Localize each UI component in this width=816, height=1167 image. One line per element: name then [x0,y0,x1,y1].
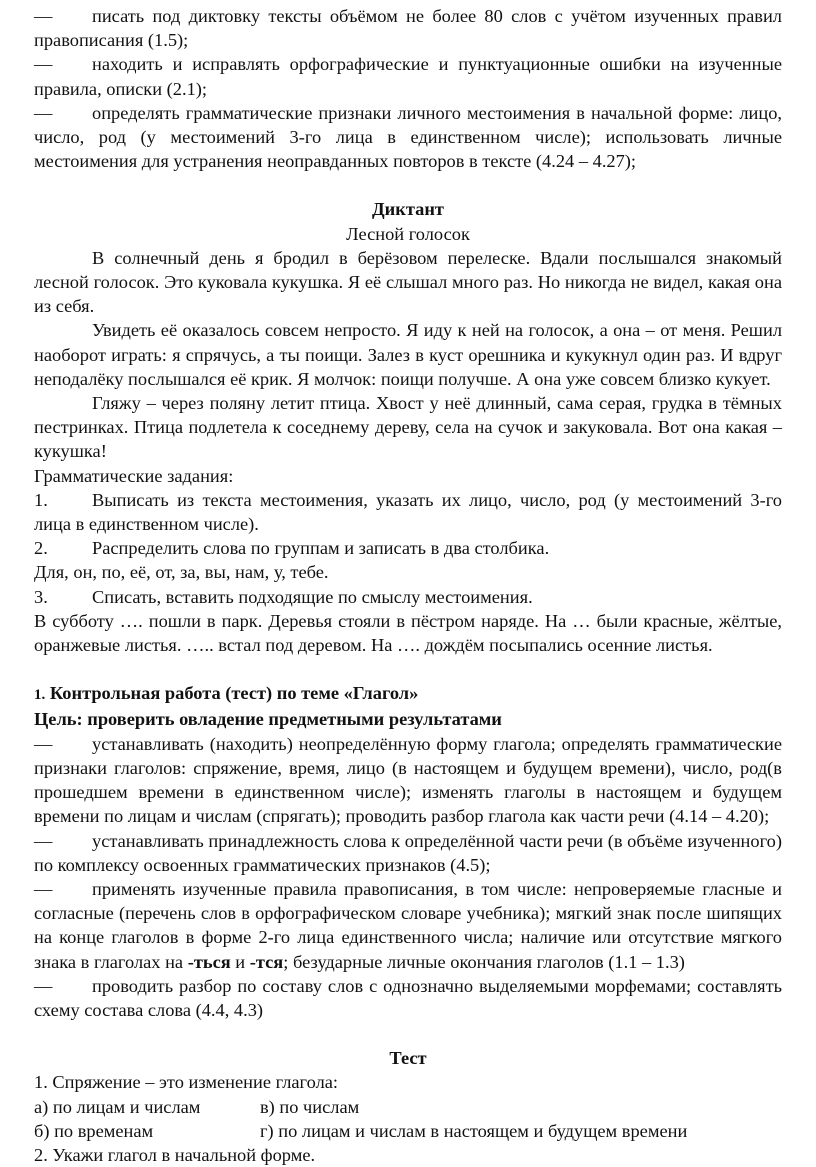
control-title: 1. Контрольная работа (тест) по теме «Глагол» [34,683,419,704]
task-text: Списать, вставить подходящие по смыслу местоимения. [92,586,533,607]
task-text: Выписать из текста местоимения, указать их лицо, число, род (у местоимений 3-го лица в единственном числе). [34,489,782,535]
dictation-title: Лесной голосок [346,223,470,244]
dictation-paragraph: Гляжу – через поляну летит птица. Хвост у неё длинный, сама серая, грудка в тёмных пестринках. Птица подлетела к соседнему дереву, села на сучок и закуковала. Вот она какая – кукушка! [34,393,782,462]
objective-text: писать под диктовку тексты объёмом не более 80 слов с учётом изученных правил правописания (1.5); [34,6,782,51]
dictation-paragraph: Увидеть её оказалось совсем непросто. Я иду к ней на голосок, а она – от меня. Решил наоборот играть: я спрячусь, а ты поищи. Залез в куст орешника и кукукнул один раз. И вдруг неподалёку послышался её крик. Я молчок: поищи получше. А она уже совсем близко кукует. [34,320,782,389]
control-item: — проводить разбор по составу слов с однозначно выделяемыми морфемами; составлять схему состава слова (4.4, 4.3) [34,975,782,1020]
tasks-heading: Грамматические задания: [34,465,234,486]
answer-row [34,1095,782,1119]
task-words: Для, он, по, её, от, за, вы, нам, у, тебе. [34,562,329,583]
objective-text: определять грамматические признаки личного местоимения в начальной форме: лицо, число, род (у местоимений 3-го лица в единственном числе); использовать личные местоимения для устранения неоправданных повторов в тексте (4.24 – 4.27); [34,102,782,172]
control-item: — устанавливать (находить) неопределённую форму глагола; определять грамматические признаки глаголов: спряжение, время, лицо (в настоящем и будущем времени), число, род(в прошедшем времени в единственном числе); изменять глаголы в настоящем и будущем времени по лицам и числам (спрягать); проводить разбор глагола как части речи (4.14 – 4.20); [34,733,782,827]
dictation-paragraph: В солнечный день я бродил в берёзовом перелеске. Вдали послышался знакомый лесной голосок. Это куковала кукушка. Я её слышал много раз. Но никогда не видел, какая она из себя. [34,247,782,317]
objective-text: находить и исправлять орфографические и пунктуационные ошибки на изученные правила, описки (2.1); [34,54,782,99]
control-number: 1. [34,687,46,704]
control-item: — устанавливать принадлежность слова к определённой части речи (в объёме изученного) по комплексу освоенных грамматических признаков (4.5); [34,830,782,875]
task-text: Распределить слова по группам и записать в два столбика. [92,538,550,559]
task-item: 3. Списать, вставить подходящие по смыслу местоимения. [34,586,533,607]
objective-item: — находить и исправлять орфографические и пунктуационные ошибки на изученные правила, описки (2.1); [34,54,782,99]
test-question: 2. Укажи глагол в начальной форме. [34,1144,316,1165]
task-item: 1. Выписать из текста местоимения, указать их лицо, число, род (у местоимений 3-го лица в единственном числе). [34,489,782,535]
test-heading: Тест [389,1048,427,1069]
answer-option: в) по числам [260,1096,360,1117]
control-item: — применять изученные правила правописания, в том числе: непроверяемые гласные и согласные (перечень слов в орфографическом словаре учебника); мягкий знак после шипящих на конце глаголов в форме 2-го лица единственного числа; наличие или отсутствие мягкого знака в глаголах на -ться и -тся; безударные личные окончания глаголов (1.1 – 1.3) [34,878,782,972]
answer-row [34,1119,782,1143]
test-question: 1. Спряжение – это изменение глагола: [34,1072,339,1093]
answer-option: б) по временам [34,1120,154,1141]
answer-option: г) по лицам и числам в настоящем и будущем времени [260,1120,688,1141]
answer-option: а) по лицам и числам [34,1096,201,1117]
task-item: 2. Распределить слова по группам и записать в два столбика. [34,538,550,559]
objective-item: — писать под диктовку тексты объёмом не более 80 слов с учётом изученных правил правописания (1.5); [34,6,782,51]
objective-item: — определять грамматические признаки личного местоимения в начальной форме: лицо, число, род (у местоимений 3-го лица в единственном числе); использовать личные местоимения для устранения неоправданных повторов в тексте (4.24 – 4.27); [34,102,782,172]
task-passage: В субботу …. пошли в парк. Деревья стояли в пёстром наряде. На … были красные, жёлтые, оранжевые листья. ….. встал под деревом. На …. дождём посыпались осенние листья. [34,610,782,656]
control-goal: Цель: проверить овладение предметными результатами [34,709,502,730]
dictation-heading: Диктант [372,199,444,220]
